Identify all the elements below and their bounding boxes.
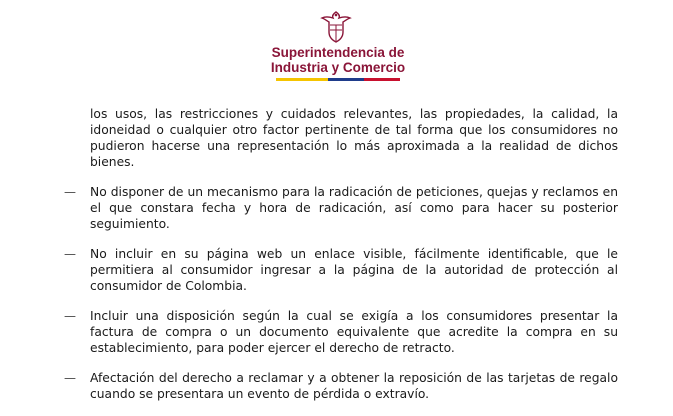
list-item-text: No incluir en su página web un enlace visible, fácilmente identificable, que le permitiera al consumidor ingresar a la página de la autoridad de protección al consumidor de Colombia. (90, 247, 618, 293)
list-item (64, 184, 618, 232)
list-item (64, 370, 618, 402)
list-item (64, 246, 618, 294)
org-name-line2: Industria y Comercio (270, 60, 406, 75)
flag-red-stripe (364, 78, 400, 81)
list-item (64, 308, 618, 356)
bullet-dash: — (64, 185, 76, 199)
document-header (0, 0, 673, 92)
organization-name (268, 45, 408, 75)
flag-color-bar (276, 78, 400, 81)
list-item-text: Incluir una disposición según la cual se exigía a los consumidores presentar la factura de compra o un documento equivalente que acredite la compra en su establecimiento, para poder ejercer el derecho de retracto. (90, 309, 618, 355)
flag-blue-stripe (328, 78, 364, 81)
list-item-text: No disponer de un mecanismo para la radicación de peticiones, quejas y reclamos en el que constara fecha y hora de radicación, así como para hacer su posterior seguimiento. (90, 185, 618, 231)
document-body (64, 106, 618, 416)
flag-yellow-stripe (276, 78, 328, 81)
intro-paragraph: los usos, las restricciones y cuidados relevantes, las propiedades, la calidad, la idoneidad o cualquier otro factor pertinente de tal forma que los consumidores no pudieron hacerse una representación lo más aproximada a la realidad de dichos bienes. (90, 107, 618, 169)
colombia-coat-of-arms-icon (316, 10, 356, 44)
bullet-dash: — (64, 247, 76, 261)
list-item-text: Afectación del derecho a reclamar y a obtener la reposición de las tarjetas de regalo cuando se presentara un evento de pérdida o extravío. (90, 371, 618, 401)
bullet-dash: — (64, 309, 76, 323)
org-name-line1: Superintendencia de (271, 45, 405, 60)
bullet-dash: — (64, 371, 76, 385)
